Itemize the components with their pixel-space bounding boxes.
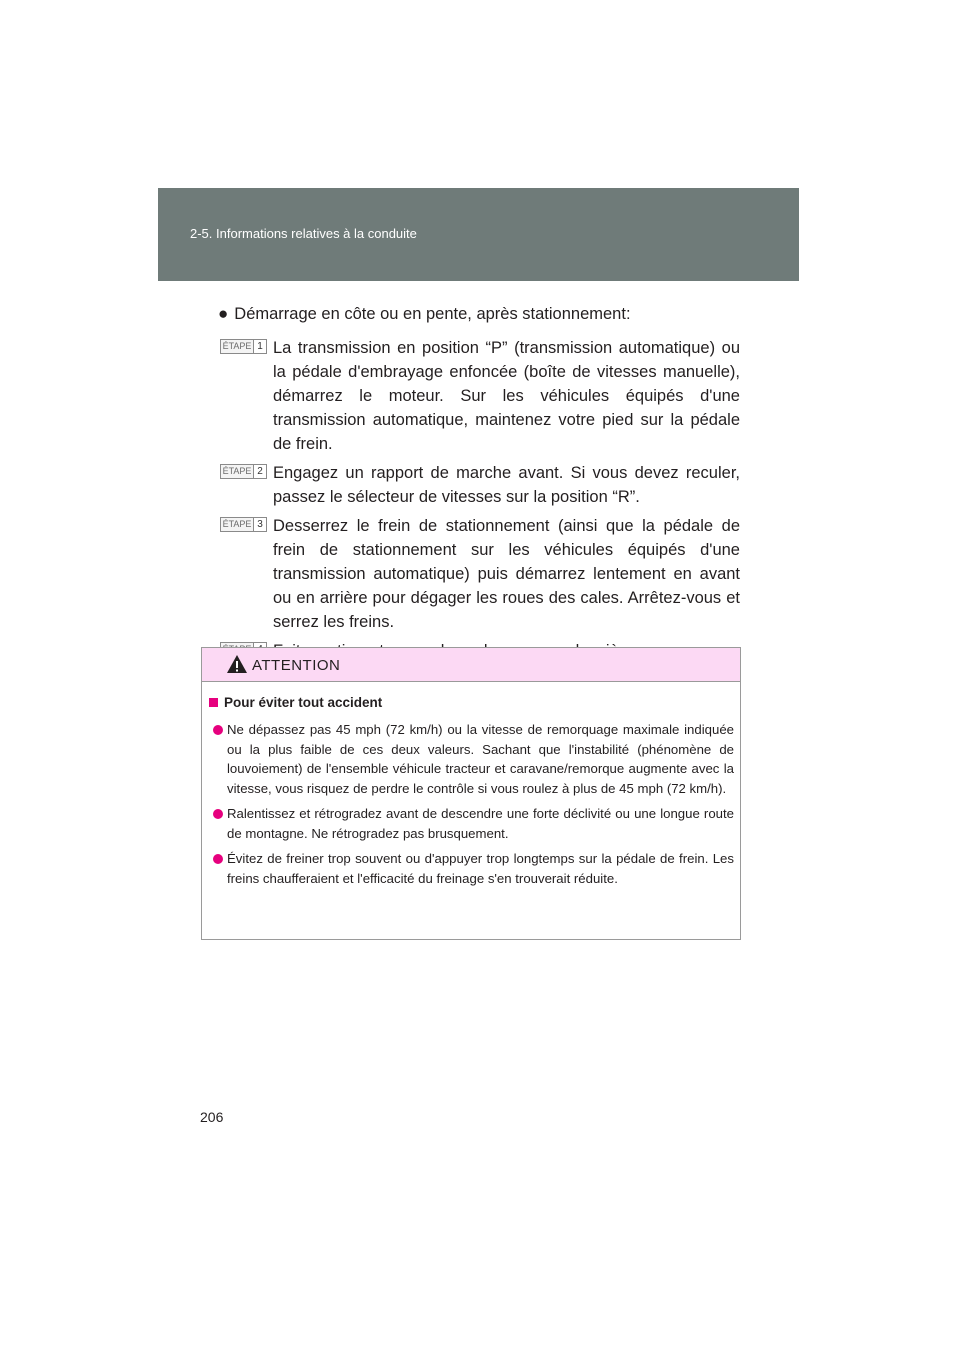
step-badge-label: ÉTAPE: [220, 464, 253, 479]
step-badge-number: 2: [253, 464, 267, 479]
intro-line: [218, 302, 631, 326]
step-badge-number: 1: [253, 339, 267, 354]
bullet-dot-icon: [213, 854, 223, 864]
step-badge: [220, 517, 268, 532]
step-badge-number: 3: [253, 517, 267, 532]
warning-bullet-text: Évitez de freiner trop souvent ou d'appuyer trop longtemps sur la pédale de frein. Les freins chaufferaient et l'efficacité du freinage s'en trouverait réduite.: [227, 851, 734, 886]
step-badge-label: ÉTAPE: [220, 517, 253, 532]
steps-list: [220, 336, 740, 668]
step-text: Engagez un rapport de marche avant. Si vous devez reculer, passez le sélecteur de vitesses sur la position “R”.: [273, 464, 740, 506]
warning-bullet: [209, 849, 734, 888]
step-badge: [220, 464, 268, 479]
warning-bullet: [209, 804, 734, 843]
warning-bullet-text: Ralentissez et rétrogradez avant de descendre une forte déclivité ou une longue route de montagne. Ne rétrogradez pas brusquement.: [227, 806, 734, 841]
section-title: 2-5. Informations relatives à la conduite: [190, 226, 417, 241]
step-text: La transmission en position “P” (transmission automatique) ou la pédale d'embrayage enfoncée (boîte de vitesses manuelle), démarrez le moteur. Sur les véhicules équipés d'une transmission automatique, maintenez votre pied sur la pédale de frein.: [273, 339, 740, 453]
warning-body: [202, 682, 740, 888]
warning-bullet-text: Ne dépassez pas 45 mph (72 km/h) ou la vitesse de remorquage maximale indiquée ou la plus faible de ces deux valeurs. Sachant que l'instabilité (phénomène de louvoiement) de l'ensemble véhicule tracteur et caravane/remorque augmente avec la vitesse, vous risquez de perdre le contrôle si vous roulez à plus de 45 mph (72 km/h).: [227, 722, 734, 796]
bullet-dot-icon: [213, 725, 223, 735]
bullet-dot-icon: [213, 809, 223, 819]
intro-text: Démarrage en côte ou en pente, après stationnement:: [234, 305, 631, 323]
step-text: Desserrez le frein de stationnement (ainsi que la pédale de frein de stationnement sur les véhicules équipés d'une transmission automatique) puis démarrez lentement en avant ou en arrière pour dégager les roues des cales. Arrêtez-vous et serrez les freins.: [273, 517, 740, 631]
warning-subhead: [209, 694, 734, 712]
warning-box: [201, 647, 741, 940]
warning-title: ATTENTION: [252, 657, 341, 674]
square-bullet-icon: [209, 698, 218, 707]
page-number: 206: [200, 1109, 224, 1125]
warning-triangle-icon: [226, 654, 248, 674]
warning-header: [202, 648, 740, 682]
bullet-icon: ●: [218, 304, 229, 323]
step-badge-label: ÉTAPE: [220, 339, 253, 354]
step-1: [220, 336, 740, 456]
section-header-band: [158, 188, 799, 281]
step-3: [220, 514, 740, 634]
warning-bullet: [209, 720, 734, 798]
warning-subhead-text: Pour éviter tout accident: [224, 695, 383, 710]
step-badge: [220, 339, 268, 354]
step-2: [220, 461, 740, 509]
